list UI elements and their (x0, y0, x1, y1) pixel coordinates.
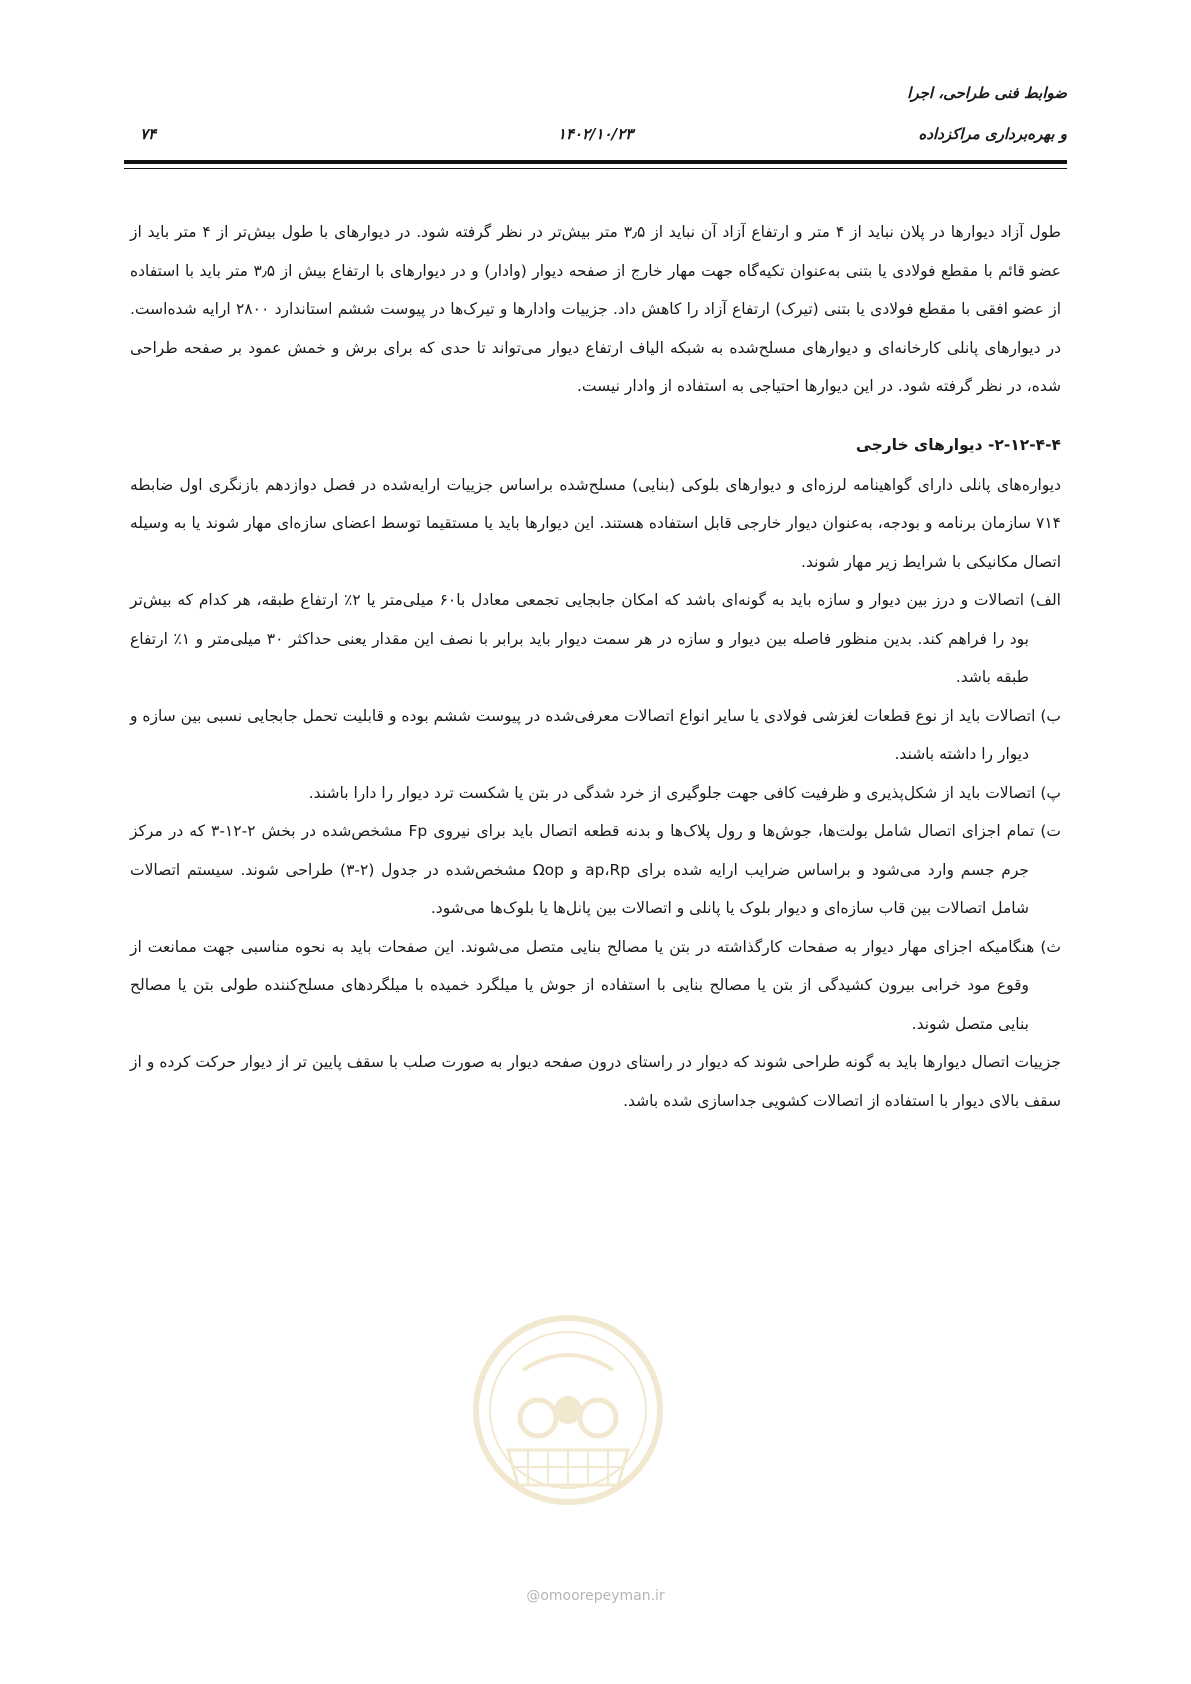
watermark-seal-icon (468, 1310, 668, 1510)
paragraph-exterior-walls-intro: دیواره‌های پانلی دارای گواهینامه لرزه‌ای و دیوارهای بلوکی (بنایی) مسلح‌شده براساس جزییات ارایه‌شده در فصل دوازدهم بازنگری اول ضابطه ۷۱۴ سازمان برنامه و بودجه، به‌عنوان دیوار خارجی قابل استفاده هستند. این دیوارها باید یا مستقیما توسط اعضای سازه‌ای مهار شوند یا به وسیله اتصال مکانیکی با شرایط زیر مهار شوند. (130, 475, 1061, 571)
watermark-site: @omoorepeyman.ir (526, 1588, 665, 1604)
document-title-line-2: و بهره‌برداری مراکزداده (918, 125, 1067, 143)
document-title-line-1: ضوابط فنی طراحی، اجرا (907, 84, 1067, 102)
list-item-pe: پ) اتصالات باید از شکل‌پذیری و ظرفیت کافی جهت جلوگیری از خرد شدگی در بتن یا شکست ترد دیوار را دارا باشند. (308, 783, 1061, 802)
list-item-te: ت) تمام اجزای اتصال شامل بولت‌ها، جوش‌ها و رول پلاک‌ها و بدنه قطعه اتصال باید برای نیروی Fp مشخص‌شده در بخش ۲-۱۲-۳ که در مرکز جرم جسم وارد می‌شود و براساس ضرایب ارایه شده برای ap،Rp و Ωop مشخص‌شده در جدول (۲-۳) طراحی شوند. سیستم اتصالات شامل اتصالات بین قاب سازه‌ای و دیوار بلوک یا پانلی و اتصالات بین پانل‌ها یا بلوک‌ها می‌شود. (130, 822, 1061, 917)
list-item-alef: الف) اتصالات و درز بین دیوار و سازه باید به گونه‌ای باشد که امکان جابجایی تجمعی معادل با۶۰ میلی‌متر یا ۲٪ ارتفاع طبقه، هر کدام که بیش‌تر بود را فراهم کند. بدین منظور فاصله بین دیوار و سازه در هر سمت دیوار باید برابر با نصف این مقدار یعنی حداکثر ۳۰ میلی‌متر و ۱٪ ارتفاع طبقه باشد. (130, 591, 1061, 686)
page-body (130, 213, 1061, 1120)
document-date: ۱۴۰۲/۱۰/۲۳ (557, 125, 634, 143)
paragraph-connection-details: جزییات اتصال دیوارها باید به گونه طراحی شوند که دیوار در راستای درون صفحه دیوار به صورت صلب با سقف پایین تر از دیوار حرکت کرده و از سقف بالای دیوار با استفاده از اتصالات کشویی جداسازی شده باشد. (130, 1053, 1061, 1110)
list-item-be: ب) اتصالات باید از نوع قطعات لغزشی فولادی یا سایر انواع اتصالات معرفی‌شده در پیوست ششم بوده و قابلیت تحمل جابجایی نسبی بین سازه و دیوار را داشته باشند. (130, 706, 1061, 763)
header-rule-thick (124, 160, 1067, 164)
section-heading-exterior-walls: ۲-۱۲-۴-۴- دیوارهای خارجی (855, 435, 1061, 454)
page-header (124, 80, 1067, 170)
paragraph-free-length: طول آزاد دیوارها در پلان نباید از ۴ متر و ارتفاع آزاد آن نباید از ۳٫۵ متر بیش‌تر در نظر گرفته شود. در دیوارهای با طول بیش‌تر از ۴ متر باید از عضو قائم با مقطع فولادی یا بتنی به‌عنوان تکیه‌گاه جهت مهار خارج از صفحه دیوار (وادار) و در دیوارهای با ارتفاع بیش از ۳٫۵ متر باید با استفاده از عضو افقی با مقطع فولادی یا بتنی (تیرک) ارتفاع آزاد را کاهش داد. جزییات وادارها و تیرک‌ها در پیوست ششم استاندارد ۲۸۰۰ ارایه شده‌است. در دیوارهای پانلی کارخانه‌ای و دیوارهای مسلح‌شده به شبکه الیاف ارتفاع دیوار می‌تواند تا حدی که برای برش و خمش عمود بر صفحه طراحی شده، در نظر گرفته شود. در این دیوارها احتیاجی به استفاده از وادار نیست. (130, 223, 1062, 395)
page-number: ۷۴ (140, 125, 157, 143)
list-item-se: ث) هنگامیکه اجزای مهار دیوار به صفحات کارگذاشته در بتن یا مصالح بنایی متصل می‌شوند. این صفحات باید به نحوه مناسبی جهت ممانعت از وقوع مود خرابی بیرون کشیدگی از بتن یا مصالح بنایی با استفاده از جوش یا میلگرد خمیده با میلگردهای مسلح‌کننده طولی بتن یا مصالح بنایی متصل شوند. (130, 937, 1061, 1033)
header-rule-thin (124, 168, 1067, 169)
